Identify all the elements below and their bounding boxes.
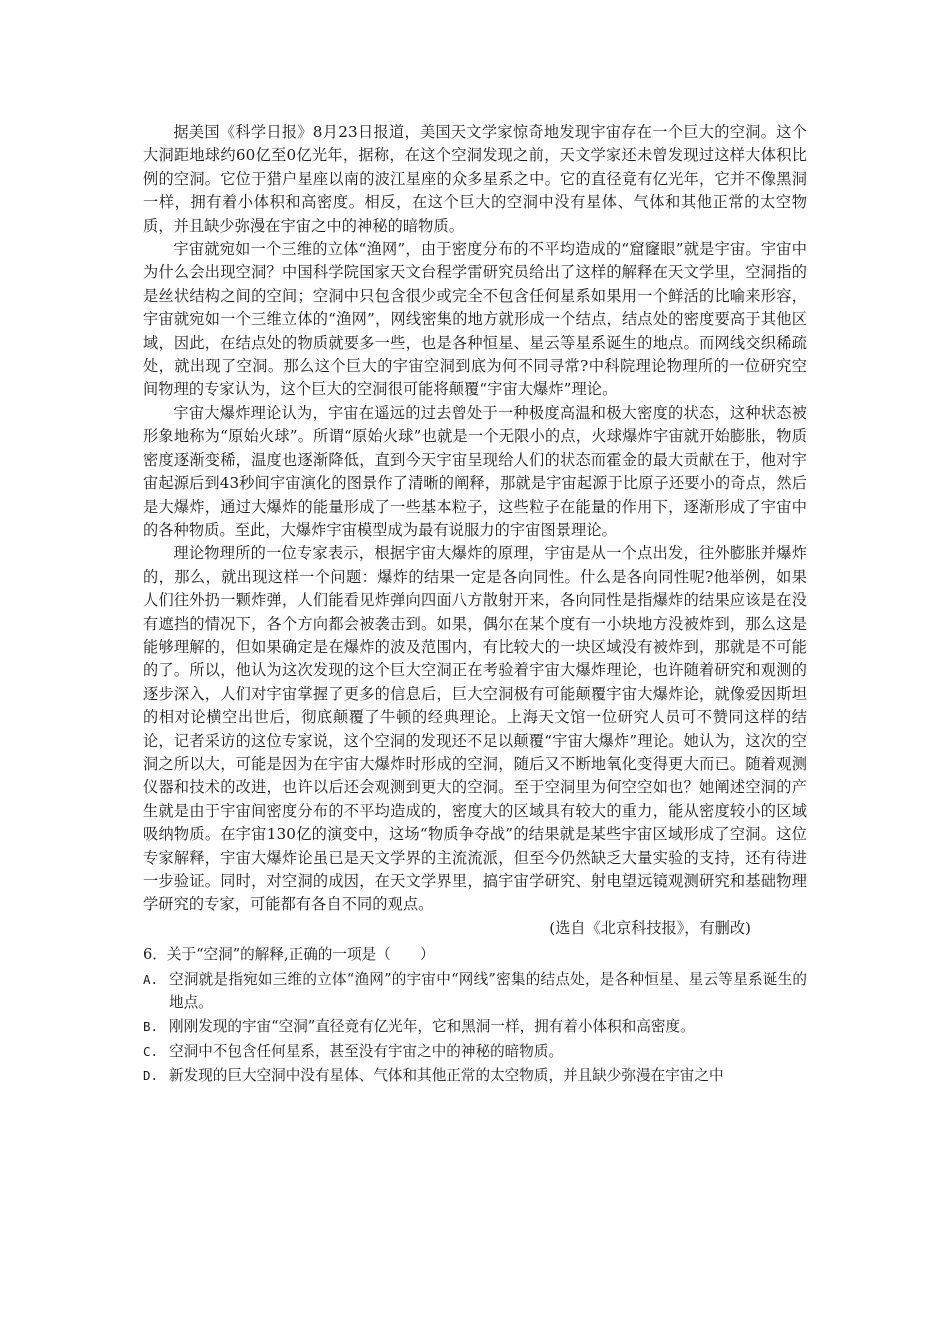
option-b-letter: B. (143, 1019, 159, 1035)
option-a-letter: A. (143, 971, 159, 987)
article-source: (选自《北京科技报》，有删改) (549, 918, 751, 937)
option-c (143, 1040, 807, 1063)
article-paragraph-4: 理论物理所的一位专家表示，根据宇宙大爆炸的原理，宇宙是从一个点出发，往外膨胀并爆炸的，那么，就出现这样一个问题：爆炸的结果一定是各向同性。什么是各向同性呢?他举例，如果人们往外扔一颗炸弹，人们能看见炸弹向四面八方散射开来，各向同性是指爆炸的结果应该是在没有遮挡的情况下，各个方向都会被袭击到。如果，偶尔在某个度有一小块地方没被炸到，那么这是能够理解的，但如果确定是在爆炸的波及范围内，有比较大的一块区域没有被炸到，那就是不可能的了。所以，他认为这次发现的这个巨大空洞正在考验着宇宙大爆炸理论，也许随着研究和观测的逐步深入，人们对宇宙掌握了更多的信息后，巨大空洞极有可能颠覆宇宙大爆炸论，就像爱因斯坦的相对论横空出世后，彻底颠覆了牛顿的经典理论。上海天文馆一位研究人员可不赞同这样的结论，记者采访的这位专家说，这个空洞的发现还不足以颠覆“宇宙大爆炸”理论。她认为，这次的空洞之所以大，可能是因为在宇宙大爆炸时形成的空洞，随后又不断地氧化变得更大而已。随着观测仪器和技术的改进，也许以后还会观测到更大的空洞。至于空洞里为何空空如也？她阐述空洞的产生就是由于宇宙间密度分布的不平均造成的，密度大的区域具有较大的重力，能从密度较小的区域吸纳物质。在宇宙130亿的演变中，这场“物质争夺战”的结果就是某些宇宙区域形成了空洞。这位专家解释，宇宙大爆炸论虽已是天文学界的主流流派，但至今仍然缺乏大量实验的支持，还有待进一步验证。同时，对空洞的成因，在天文学界里，搞宇宙学研究、射电望远镜观测研究和基础物理学研究的专家，可能都有各自不同的观点。 (143, 544, 807, 914)
option-a-text: 空洞就是指宛如三维的立体“渔网”的宇宙中“网线”密集的结点处，是各种恒星、星云等星系诞生的地点。 (169, 970, 807, 1012)
option-b (143, 1015, 807, 1038)
option-d-letter: D. (143, 1068, 159, 1084)
question-stem: 6．关于“空洞”的解释,正确的一项是（ ） (143, 946, 435, 964)
option-d-text: 新发现的巨大空洞中没有星体、气体和其他正常的太空物质，并且缺少弥漫在宇宙之中 (169, 1067, 724, 1085)
option-d (143, 1064, 807, 1087)
article-paragraph-1: 据美国《科学日报》8月23日报道，美国天文学家惊奇地发现宇宙存在一个巨大的空洞。这个大洞距地球约60亿至0亿光年，据称，在这个空洞发现之前，天文学家还未曾发现过这样大体积比例的空洞。它位于猎户星座以南的波江星座的众多星系之中。它的直径竟有亿光年，它并不像黑洞一样，拥有着小体积和高密度。相反，在这个巨大的空洞中没有星体、气体和其他正常的太空物质，并且缺少弥漫在宇宙之中的神秘的暗物质。 (143, 123, 807, 235)
option-a (143, 968, 807, 1015)
article-paragraph-2: 宇宙就宛如一个三维的立体“渔网”，由于密度分布的不平均造成的“窟窿眼”就是宇宙。宇宙中为什么会出现空洞？中国科学院国家天文台程学雷研究员给出了这样的解释在天文学里，空洞指的是丝状结构之间的空间；空洞中只包含很少或完全不包含任何星系如果用一个鲜活的比喻来形容，宇宙就宛如一个三维立体的“渔网”，网线密集的地方就形成一个结点，结点处的密度要高于其他区域，因此，在结点处的物质就要多一些，也是各种恒星、星云等星系诞生的地点。而网线交织稀疏处，就出现了空洞。那么这个巨大的宇宙空洞到底为何不同寻常?中科院理论物理所的一位研究空间物理的专家认为，这个巨大的空洞很可能将颠覆“宇宙大爆炸”理论。 (143, 240, 807, 399)
document-page (143, 121, 807, 1088)
option-b-text: 刚刚发现的宇宙“空洞”直径竟有亿光年，它和黑洞一样，拥有着小体积和高密度。 (169, 1018, 695, 1036)
option-c-letter: C. (143, 1043, 159, 1059)
article-paragraph-3: 宇宙大爆炸理论认为，宇宙在遥远的过去曾处于一种极度高温和极大密度的状态，这种状态被形象地称为“原始火球”。所谓“原始火球”也就是一个无限小的点，火球爆炸宇宙就开始膨胀，物质密度逐渐变稀，温度也逐渐降低，直到今天宇宙呈现给人们的状态而霍金的最大贡献在于，他对宇宙起源后到43秒间宇宙演化的图景作了清晰的阐释，那就是宇宙起源于比原子还要小的奇点，然后是大爆炸，通过大爆炸的能量形成了一些基本粒子，这些粒子在能量的作用下，逐渐形成了宇宙中的各种物质。至此，大爆炸宇宙模型成为最有说服力的宇宙图景理论。 (143, 403, 807, 539)
option-c-text: 空洞中不包含任何星系，甚至没有宇宙之中的神秘的暗物质。 (169, 1042, 564, 1060)
